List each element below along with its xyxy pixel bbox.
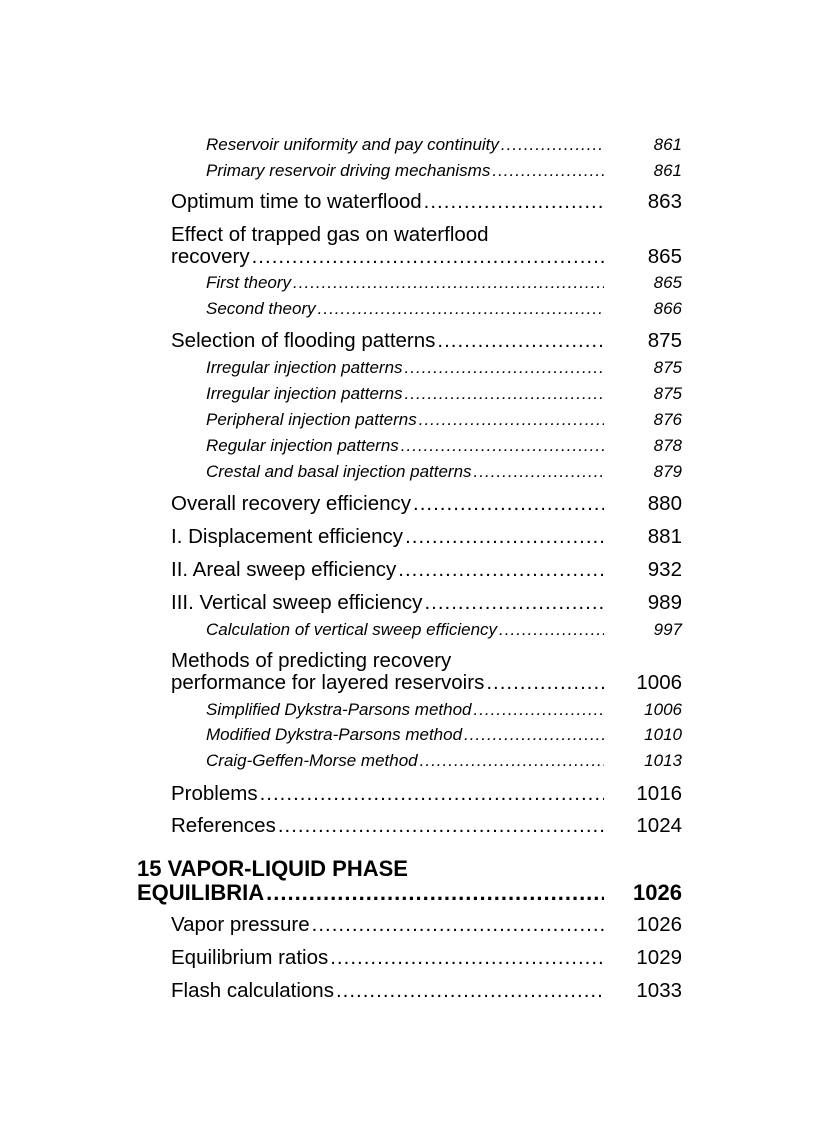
leader-dots [474, 462, 604, 482]
leader-dots [401, 436, 604, 456]
toc-entry-title: Peripheral injection patterns [206, 410, 417, 429]
toc-entry-title: Reservoir uniformity and pay continuity [206, 135, 499, 154]
leader-dots [499, 620, 604, 640]
leader-dots [293, 273, 604, 293]
toc-entry-title: Irregular injection patterns [206, 358, 403, 377]
leader-dots [492, 161, 604, 181]
toc-entry-title-line1: Methods of predicting recovery [171, 649, 452, 672]
toc-entry-title: III. Vertical sweep efficiency [171, 591, 423, 614]
toc-entry-page: 1026 [636, 913, 682, 936]
leader-dots [278, 814, 604, 838]
toc-entry-title-line2: performance for layered reservoirs [171, 671, 485, 694]
toc-entry-page: 863 [647, 190, 682, 213]
toc-entry-title: Equilibrium ratios [171, 946, 329, 969]
toc-entry-title: Primary reservoir driving mechanisms [206, 161, 491, 180]
toc-entry-page: 875 [653, 384, 682, 403]
leader-dots [405, 525, 604, 549]
leader-dots [419, 410, 604, 430]
chapter-title-line1: 15 VAPOR-LIQUID PHASE [137, 856, 408, 881]
toc-entry-title: Calculation of vertical sweep efficiency [206, 620, 498, 639]
toc-entry-page: 865 [647, 245, 682, 268]
toc-entry-page: 878 [653, 436, 682, 455]
leader-dots [252, 245, 604, 269]
toc-entry-page: 875 [653, 358, 682, 377]
leader-dots [424, 591, 604, 615]
toc-entry-page: 1024 [636, 814, 682, 837]
toc-entry-title: Vapor pressure [171, 913, 310, 936]
toc-entry-title-line2: recovery [171, 245, 250, 268]
toc-entry-page: 881 [647, 525, 682, 548]
toc-entry-title: Selection of flooding patterns [171, 329, 436, 352]
toc-entry-page: 1016 [636, 782, 682, 805]
toc-entry-page: 989 [647, 591, 682, 614]
toc-entry-page: 861 [653, 135, 682, 154]
toc-entry-title: II. Areal sweep efficiency [171, 558, 397, 581]
leader-dots [424, 190, 604, 214]
leader-dots [312, 913, 604, 937]
toc-entry-title: Irregular injection patterns [206, 384, 403, 403]
toc-entry-title: Craig-Geffen-Morse method [206, 751, 418, 770]
leader-dots [405, 358, 604, 378]
leader-dots [437, 329, 604, 353]
toc-entry-title: Crestal and basal injection patterns [206, 462, 472, 481]
toc-entry-page: 932 [647, 558, 682, 581]
toc-entry-page: 875 [647, 329, 682, 352]
toc-entry-title: References [171, 814, 276, 837]
toc-entry-page: 1010 [644, 725, 682, 744]
leader-dots [464, 725, 604, 745]
toc-entry-title: Overall recovery efficiency [171, 492, 412, 515]
leader-dots [486, 671, 604, 695]
leader-dots [501, 135, 604, 155]
toc-entry-page: 1013 [644, 751, 682, 770]
leader-dots [318, 299, 604, 319]
toc-entry-page: 876 [653, 410, 682, 429]
toc-entry-title: First theory [206, 273, 292, 292]
toc-entry-title: Regular injection patterns [206, 436, 399, 455]
toc-entry-title: Modified Dykstra-Parsons method [206, 725, 463, 744]
toc-entry-page: 1029 [636, 946, 682, 969]
toc-entry-title: Simplified Dykstra-Parsons method [206, 700, 472, 719]
toc-entry-title: Optimum time to waterflood [171, 190, 422, 213]
leader-dots [398, 558, 604, 582]
leader-dots [330, 946, 604, 970]
leader-dots [260, 782, 604, 806]
chapter-page: 1026 [633, 880, 682, 905]
toc-entry-page: 1006 [644, 700, 682, 719]
chapter-title-line2: EQUILIBRIA [137, 880, 265, 905]
leader-dots [336, 979, 604, 1003]
leader-dots [413, 492, 604, 516]
toc-entry-page: 861 [653, 161, 682, 180]
toc-entry-title: Problems [171, 782, 258, 805]
toc-entry-title: I. Displacement efficiency [171, 525, 404, 548]
toc-entry-title: Second theory [206, 299, 316, 318]
toc-entry-page: 880 [647, 492, 682, 515]
leader-dots [420, 751, 604, 771]
toc-entry-title-line1: Effect of trapped gas on waterflood [171, 223, 489, 246]
leader-dots [405, 384, 604, 404]
toc-entry-page: 879 [653, 462, 682, 481]
toc-entry-title: Flash calculations [171, 979, 334, 1002]
toc-entry-page: 866 [653, 299, 682, 318]
toc-entry-page: 997 [653, 620, 682, 639]
toc-entry-page: 1006 [636, 671, 682, 694]
toc-entry-page: 865 [653, 273, 682, 292]
leader-dots [473, 700, 604, 720]
toc-entry-page: 1033 [636, 979, 682, 1002]
leader-dots [266, 880, 604, 906]
